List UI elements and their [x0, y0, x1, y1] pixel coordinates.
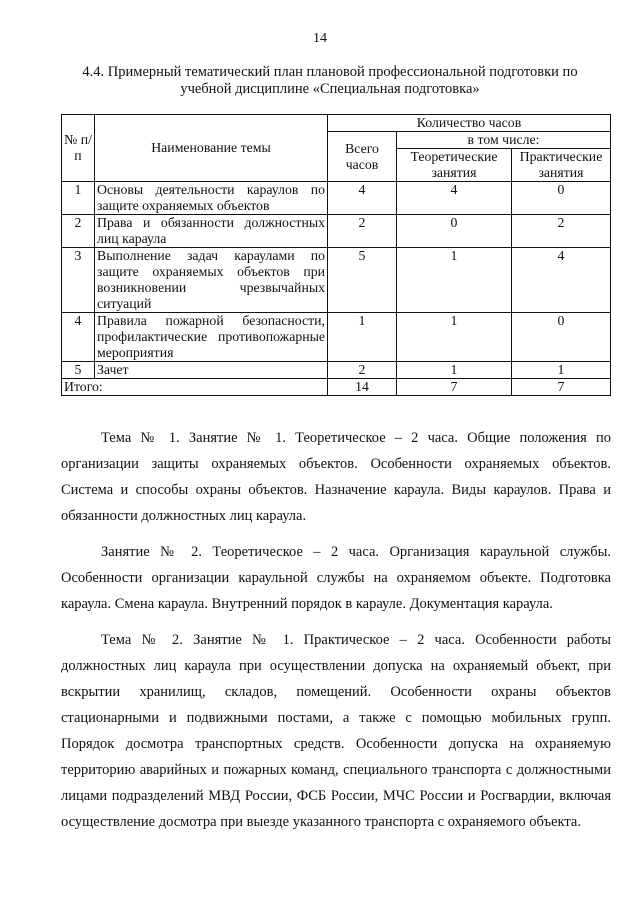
row-num: 4: [62, 313, 95, 362]
table-header-row: [62, 115, 611, 132]
thematic-plan-table: [61, 114, 611, 396]
table-row: [62, 248, 611, 313]
total-label: Итого:: [62, 379, 328, 396]
header-name: Наименование темы: [95, 115, 328, 182]
row-name: Зачет: [95, 362, 328, 379]
total-theory: 7: [397, 379, 512, 396]
row-name: Выполнение задач караулами по защите охраняемых объектов при возникновении чрезвычайных ситуаций: [95, 248, 328, 313]
total-practice: 7: [512, 379, 611, 396]
row-num: 1: [62, 182, 95, 215]
table-row: [62, 182, 611, 215]
header-theory: Теоретические занятия: [397, 149, 512, 182]
table-total-row: [62, 379, 611, 396]
header-num: № п/п: [62, 115, 95, 182]
paragraph: Занятие № 2. Теоретическое – 2 часа. Организация караульной службы. Особенности организации караульной службы на охраняемом объекте. Подготовка караула. Смена караула. Внутренний порядок в карауле. Документация караула.: [61, 544, 611, 612]
table-row: [62, 313, 611, 362]
row-total: 2: [328, 362, 397, 379]
row-theory: 0: [397, 215, 512, 248]
row-total: 4: [328, 182, 397, 215]
row-name: Правила пожарной безопасности, профилактические противопожарные мероприятия: [95, 313, 328, 362]
row-total: 1: [328, 313, 397, 362]
row-practice: 4: [512, 248, 611, 313]
table-row: [62, 215, 611, 248]
row-theory: 4: [397, 182, 512, 215]
page-number: 14: [313, 31, 327, 46]
row-theory: 1: [397, 248, 512, 313]
section-title: 4.4. Примерный тематический план плановой профессиональной подготовки по учебной дисциплине «Специальная подготовка»: [82, 64, 578, 97]
header-total: Всего часов: [328, 132, 397, 182]
row-num: 3: [62, 248, 95, 313]
row-name: Основы деятельности караулов по защите охраняемых объектов: [95, 182, 328, 215]
row-practice: 2: [512, 215, 611, 248]
row-num: 2: [62, 215, 95, 248]
table-row: [62, 362, 611, 379]
paragraph: Тема № 1. Занятие № 1. Теоретическое – 2 часа. Общие положения по организации защиты охраняемых объектов. Особенности охраняемых объектов. Система и способы охраны объектов. Назначение караула. Виды караулов. Права и обязанности должностных лиц караула.: [61, 430, 611, 524]
total-hours: 14: [328, 379, 397, 396]
row-theory: 1: [397, 362, 512, 379]
row-practice: 0: [512, 182, 611, 215]
header-practice: Практические занятия: [512, 149, 611, 182]
row-name: Права и обязанности должностных лиц караула: [95, 215, 328, 248]
row-practice: 0: [512, 313, 611, 362]
row-total: 2: [328, 215, 397, 248]
body-text: [61, 425, 611, 845]
row-practice: 1: [512, 362, 611, 379]
row-total: 5: [328, 248, 397, 313]
row-num: 5: [62, 362, 95, 379]
paragraph: Тема № 2. Занятие № 1. Практическое – 2 часа. Особенности работы должностных лиц караула при осуществлении допуска на охраняемый объект, при вскрытии хранилищ, складов, помещений. Особенности охраны объектов стационарными и подвижными постами, а также с помощью мобильных групп. Порядок досмотра транспортных средств. Особенности допуска на охраняемую территорию аварийных и пожарных команд, специального транспорта с должностными лицами подразделений МВД России, ФСБ России, МЧС России и Росгвардии, включая осуществление досмотра при выезде указанного транспорта с охраняемого объекта.: [61, 632, 611, 830]
header-including: в том числе:: [397, 132, 611, 149]
row-theory: 1: [397, 313, 512, 362]
header-hours: Количество часов: [328, 115, 611, 132]
